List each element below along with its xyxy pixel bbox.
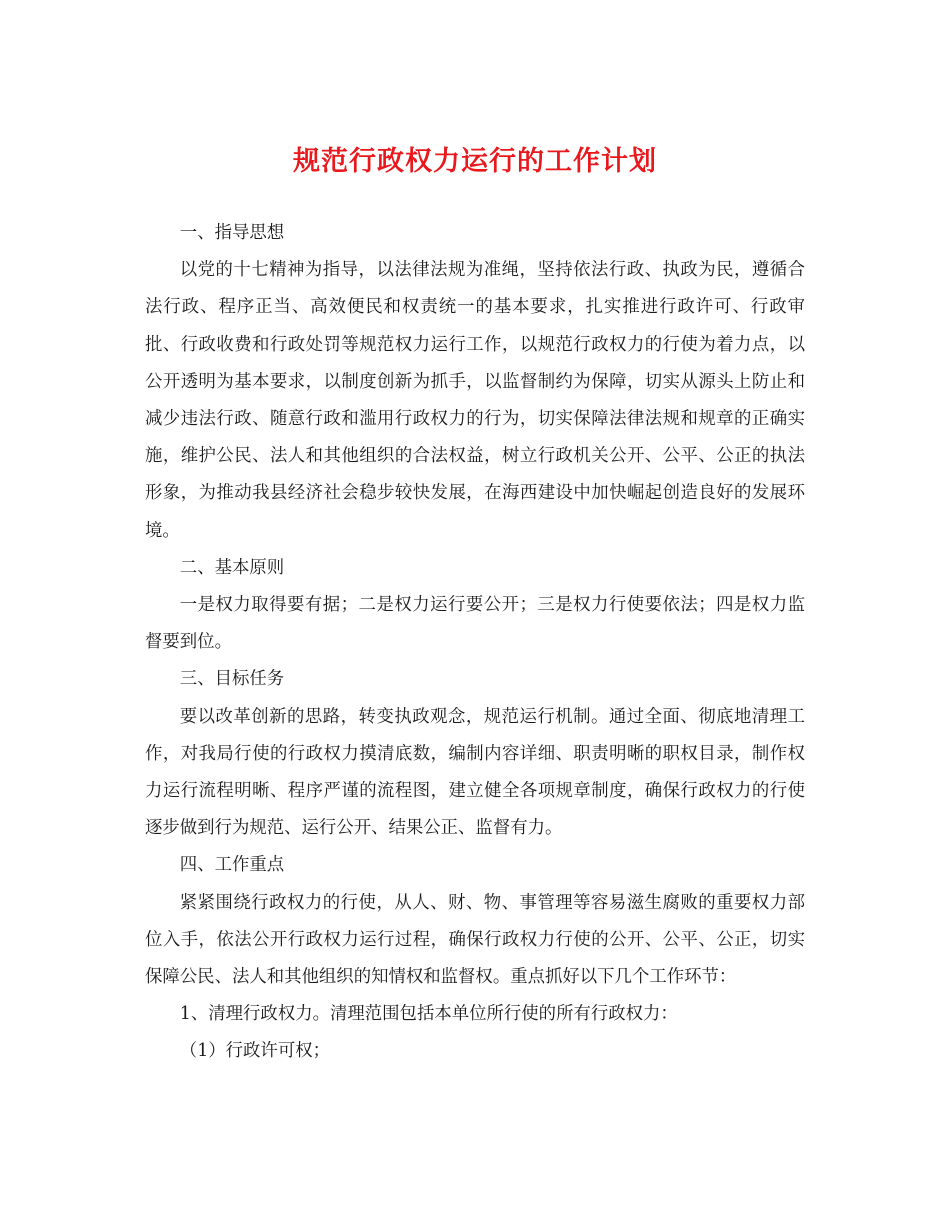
document-body <box>145 215 805 1071</box>
document-title: 规范行政权力运行的工作计划 <box>293 146 657 177</box>
list-item-licensing-power: （1）行政许可权； <box>179 1041 330 1062</box>
heading-basic-principles: 二、基本原则 <box>179 557 285 578</box>
paragraph-guiding-ideology: 以党的十七精神为指导，以法律法规为准绳，坚持依法行政、执政为民，遵循合法行政、程序正当、高效便民和权责统一的基本要求，扎实推进行政许可、行政审批、行政收费和行政处罚等规范权力运行工作，以规范行政权力的行使为着力点，以公开透明为基本要求，以制度创新为抓手，以监督制约为保障，切实从源头上防止和减少违法行政、随意行政和滥用行政权力的行为，切实保障法律法规和规章的正确实施，维护公民、法人和其他组织的合法权益，树立行政机关公开、公平、公正的执法形象，为推动我县经济社会稳步较快发展，在海西建设中加快崛起创造良好的发展环境。 <box>145 260 805 541</box>
paragraph-objectives: 要以改革创新的思路，转变执政观念，规范运行机制。通过全面、彻底地清理工作，对我局行使的行政权力摸清底数，编制内容详细、职责明晰的职权目录，制作权力运行流程明晰、程序严谨的流程图，建立健全各项规章制度，确保行政权力的行使逐步做到行为规范、运行公开、结果公正、监督有力。 <box>145 706 805 839</box>
heading-guiding-ideology: 一、指导思想 <box>179 223 285 243</box>
heading-work-focus: 四、工作重点 <box>179 855 285 876</box>
heading-objectives: 三、目标任务 <box>179 669 285 690</box>
paragraph-work-focus: 紧紧围绕行政权力的行使，从人、财、物、事管理等容易滋生腐败的重要权力部位入手，依法公开行政权力运行过程，确保行政权力行使的公开、公平、公正，切实保障公民、法人和其他组织的知情权和监督权。重点抓好以下几个工作环节： <box>145 892 805 988</box>
paragraph-basic-principles: 一是权力取得要有据；二是权力运行要公开；三是权力行使要依法；四是权力监督要到位。 <box>145 595 805 653</box>
list-item-clean-up-powers: 1、清理行政权力。清理范围包括本单位所行使的所有行政权力： <box>179 1004 678 1025</box>
